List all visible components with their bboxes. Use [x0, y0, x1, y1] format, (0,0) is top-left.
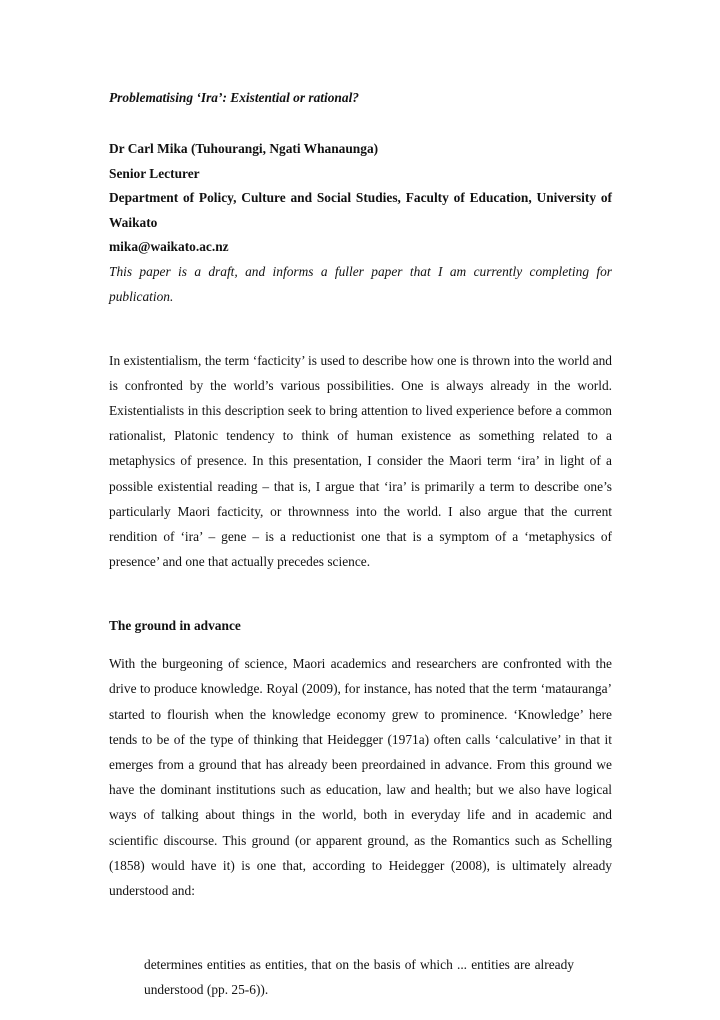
draft-note: This paper is a draft, and informs a fuller paper that I am currently completing for publication.: [109, 263, 612, 304]
section-paragraph: With the burgeoning of science, Maori academics and researchers are confronted with the drive to produce knowledge. Royal (2009), for instance, has noted that the term ‘matauranga’ started to flourish when the knowledge economy grew to prominence. ‘Knowledge’ here tends to be of the type of thinking that Heidegger (1971a) often calls ‘calculative’ in that it emerges from a ground that has already been preordained in advance. From this ground we have the dominant institutions such as education, law and health; but we also have logical ways of talking about things in the world, both in everyday life and in academic and scientific discourse. This ground (or apparent ground, as the Romantics such as Schelling (1858) would have it) is one that, according to Heidegger (2008), is ultimately already understood and:: [109, 656, 612, 898]
author-department: Department of Policy, Culture and Social Studies, Faculty of Education, University of Waikato: [109, 190, 612, 230]
spacer: [109, 588, 612, 613]
author-position: Senior Lecturer: [109, 165, 200, 181]
abstract-paragraph: In existentialism, the term ‘facticity’ is used to describe how one is thrown into the world and is confronted by the world’s various possibilities. One is always already in the world. Existentialists in this description seek to bring attention to lived experience before a common rationalist, Platonic tendency to think of human existence as something related to a metaphysics of presence. In this presentation, I consider the Maori term ‘ira’ in light of a possible existential reading – that is, I argue that ‘ira’ is primarily a term to describe one’s particularly Maori facticity, or thrownness into the world. I also argue that the current rendition of ‘ira’ – gene – is a reductionist one that is a symptom of a ‘metaphysics of presence’ and one that actually precedes science.: [109, 352, 612, 570]
spacer: [109, 917, 612, 939]
block-quote: determines entities as entities, that on the basis of which ... entities are already understood (pp. 25-6)).: [144, 956, 574, 997]
author-name: Dr Carl Mika (Tuhourangi, Ngati Whanaunga): [109, 141, 379, 156]
spacer: [109, 309, 612, 334]
section-heading: The ground in advance: [109, 617, 241, 633]
spacer: [109, 110, 612, 137]
paper-title: Problematising ‘Ira’: Existential or rational?: [109, 90, 359, 105]
document-page: [109, 86, 612, 1015]
author-email: mika@waikato.ac.nz: [109, 239, 229, 255]
